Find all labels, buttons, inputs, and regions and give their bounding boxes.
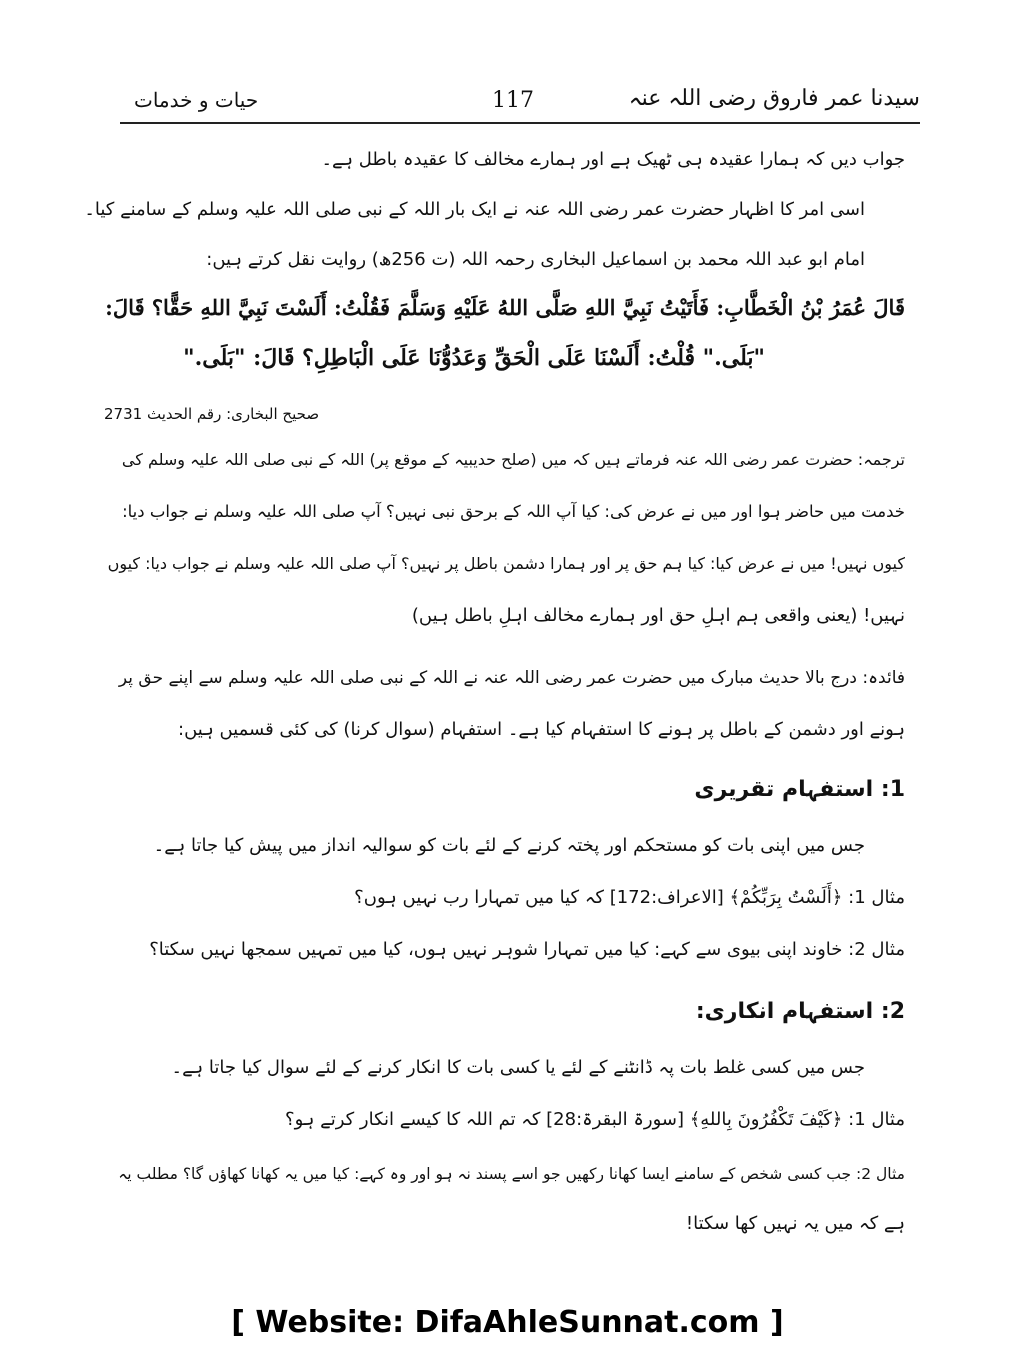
paragraph-line-3: امام ابو عبد اللہ محمد بن اسماعیل البخاری رحمہ اللہ (ت 256ھ) روایت نقل کرتے ہیں: [206,249,865,270]
arabic-hadith-line-1: قَالَ عُمَرُ بْنُ الْخَطَّابِ: فَأَتَيْتُ نَبِيَّ اللهِ صَلَّى اللهُ عَلَيْهِ وَسَلَّمَ فَقُلْتُ: أَلَسْتَ نَبِيَّ اللهِ حَقًّا؟ قَالَ: [105,295,905,320]
translation-line-2: خدمت میں حاضر ہوا اور میں نے عرض کی: کیا آپ اللہ کے برحق نبی نہیں؟ آپ صلی اللہ علیہ وسلم نے جواب دیا: [122,502,905,521]
translation-line-4: نہیں! (یعنی واقعی ہم اہلِ حق اور ہمارے مخالف اہلِ باطل ہیں) [411,605,905,626]
translation-line-1: ترجمہ: حضرت عمر رضی اللہ عنہ فرماتے ہیں کہ میں (صلح حدیبیہ کے موقع پر) اللہ کے نبی صلی اللہ علیہ وسلم کی [121,450,905,469]
page-header [120,82,920,124]
paragraph-line-1: جواب دیں کہ ہمارا عقیدہ ہی ٹھیک ہے اور ہمارے مخالف کا عقیدہ باطل ہے۔ [321,149,905,170]
example-2-2-cont: ہے کہ میں یہ نہیں کھا سکتا! [685,1213,905,1234]
example-2-1: مثال 1: ﴿كَيْفَ تَكْفُرُونَ بِاللهِ﴾ [سورۃ البقرۃ:28] کہ تم اللہ کا کیسے انکار کرتے ہو؟ [285,1109,905,1130]
benefit-line-2: ہونے اور دشمن کے باطل پر ہونے کا استفہام کیا ہے۔ استفہام (سوال کرنا) کی کئی قسمیں ہیں: [178,719,905,740]
arabic-hadith-line-2: "بَلَى." قُلْتُ: أَلَسْنَا عَلَى الْحَقِّ وَعَدُوُّنَا عَلَى الْبَاطِلِ؟ قَالَ: "بَلَى." [183,345,765,371]
example-2-2: مثال 2: جب کسی شخص کے سامنے ایسا کھانا رکھیں جو اسے پسند نہ ہو اور وہ کہے: کیا میں یہ کھانا کھاؤں گا؟ مطلب یہ [118,1165,905,1183]
reference-number: 2731 [104,405,143,423]
definition-line-1: جس میں اپنی بات کو مستحکم اور پختہ کرنے کے لئے بات کو سوالیہ انداز میں پیش کیا جاتا ہے۔ [153,835,865,856]
benefit-line-1: فائدہ: درج بالا حدیث مبارک میں حضرت عمر رضی اللہ عنہ نے اللہ کے نبی صلی اللہ علیہ وسلم سے اپنے حق پر [118,668,905,688]
example-1-2: مثال 2: خاوند اپنی بیوی سے کہے: کیا میں تمہارا شوہر نہیں ہوں، کیا میں تمہیں سمجھا نہیں سکتا؟ [149,939,905,960]
book-subtitle: حیات و خدمات [134,88,259,112]
section-heading-2: 2: استفہام انکاری: [695,999,905,1024]
book-title: سیدنا عمر فاروق رضی اللہ عنہ [628,86,920,111]
page-number: 117 [492,88,534,113]
reference-source: صحیح البخاری: رقم الحدیث [146,405,320,423]
section-heading-1: 1: استفہام تقریری [694,777,905,802]
translation-line-3: کیوں نہیں! میں نے عرض کیا: کیا ہم حق پر اور ہمارا دشمن باطل پر نہیں؟ آپ صلی اللہ علیہ وسلم نے جواب دیا: کیوں [107,554,905,573]
hadith-reference [104,400,319,428]
example-1-1: مثال 1: ﴿أَلَسْتُ بِرَبِّكُمْ﴾ [الاعراف:172] کہ کیا میں تمہارا رب نہیں ہوں؟ [354,887,905,908]
website-footer: [ Website: DifaAhleSunnat.com ] [231,1305,784,1340]
paragraph-line-2: اسی امر کا اظہار حضرت عمر رضی اللہ عنہ نے ایک بار اللہ کے نبی صلی اللہ علیہ وسلم کے سامنے کیا۔ [84,199,865,220]
definition-line-2: جس میں کسی غلط بات پہ ڈانٹنے کے لئے یا کسی بات کا انکار کرنے کے لئے سوال کیا جاتا ہے۔ [171,1057,865,1078]
